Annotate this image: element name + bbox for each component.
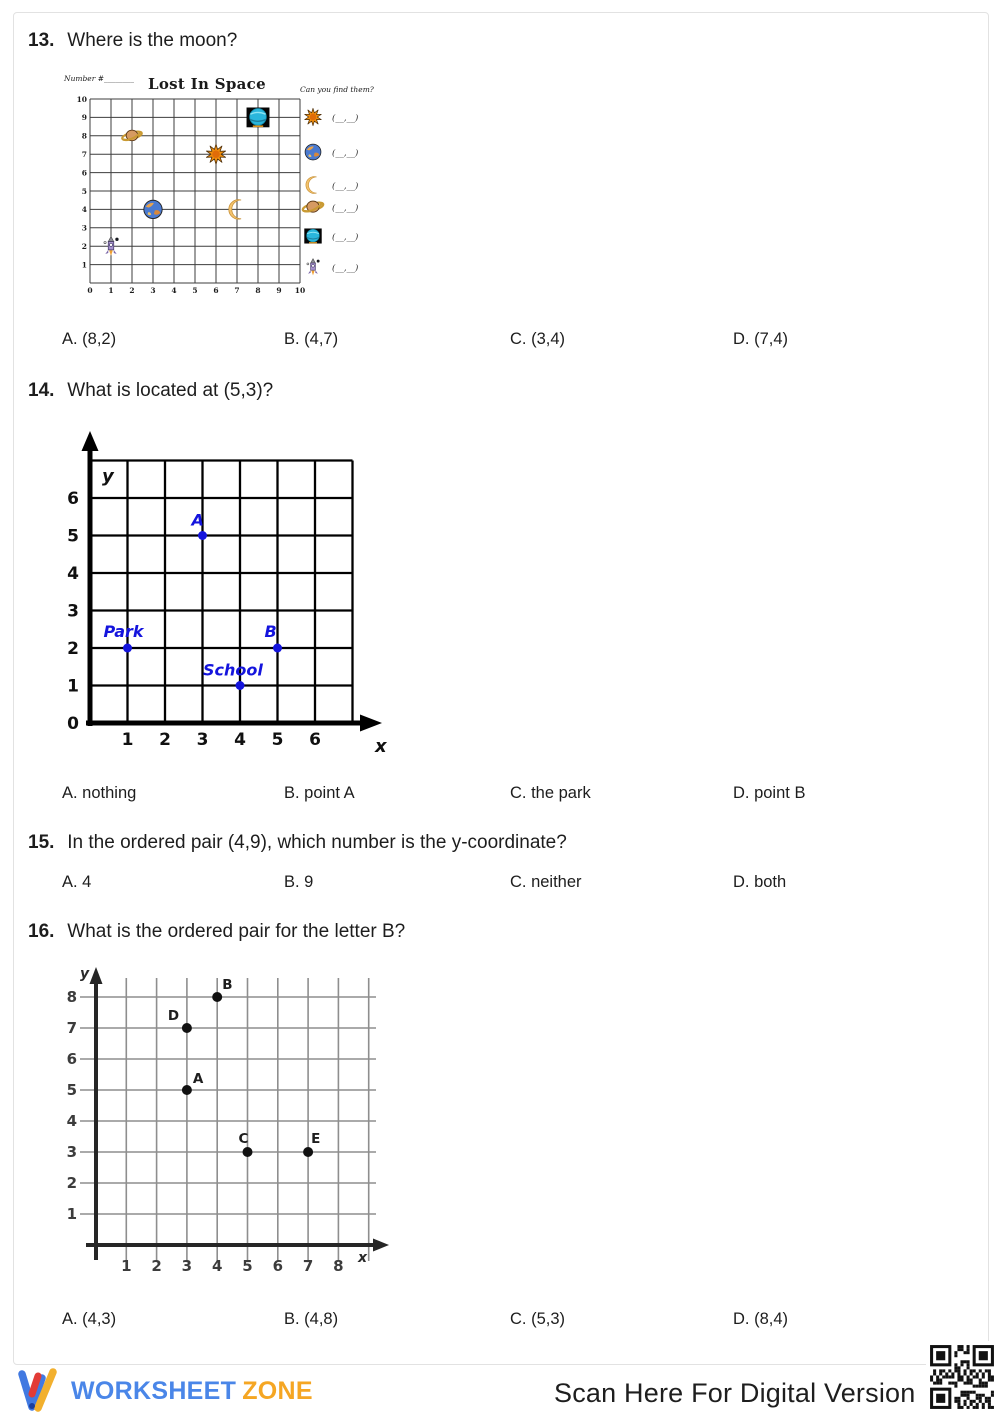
svg-text:D: D — [167, 1008, 180, 1024]
question-15-option-c: C. neither — [510, 873, 582, 891]
svg-text:1: 1 — [108, 286, 114, 295]
figure-title: Lost In Space — [148, 75, 266, 93]
svg-text:B: B — [264, 622, 277, 641]
svg-text:6: 6 — [309, 730, 321, 750]
svg-text:2: 2 — [151, 1257, 162, 1275]
svg-text:3: 3 — [66, 1143, 77, 1161]
svg-text:x: x — [358, 1250, 368, 1266]
svg-text:A: A — [191, 510, 204, 530]
svg-text:10: 10 — [76, 94, 87, 104]
figure-number-blank: Number #________ — [64, 74, 134, 83]
svg-text:0: 0 — [67, 714, 79, 734]
question-14-option-d: D. point B — [733, 784, 806, 802]
svg-text:6: 6 — [272, 1257, 284, 1275]
svg-text:3: 3 — [181, 1257, 193, 1275]
svg-text:5: 5 — [242, 1257, 253, 1275]
svg-text:2: 2 — [129, 286, 135, 295]
svg-text:0: 0 — [87, 286, 93, 295]
brand-worksheet: WORKSHEET — [71, 1376, 237, 1405]
svg-text:7: 7 — [234, 286, 240, 295]
question-13-options — [0, 330, 1000, 352]
svg-text:5: 5 — [81, 186, 87, 196]
worksheetzone-logo — [16, 1366, 313, 1414]
svg-text:5: 5 — [67, 526, 79, 547]
svg-text:4: 4 — [211, 1257, 223, 1275]
svg-text:C: C — [238, 1131, 249, 1147]
svg-text:(__,__): (__,__) — [332, 148, 359, 159]
svg-text:E: E — [311, 1131, 321, 1147]
svg-text:2: 2 — [67, 639, 79, 659]
svg-text:5: 5 — [66, 1081, 77, 1099]
svg-text:2: 2 — [66, 1174, 77, 1192]
question-14-option-b: B. point A — [284, 784, 355, 802]
svg-text:1: 1 — [121, 1257, 132, 1275]
svg-text:3: 3 — [150, 286, 156, 295]
svg-text:6: 6 — [67, 489, 79, 509]
question-16-number: 16. — [28, 921, 55, 942]
svg-text:6: 6 — [81, 168, 87, 178]
question-15-option-b: B. 9 — [284, 873, 314, 891]
question-14-header — [28, 380, 273, 402]
question-13-number: 13. — [28, 30, 55, 51]
svg-text:x: x — [375, 736, 387, 757]
svg-text:5: 5 — [271, 730, 284, 750]
question-14-option-c: C. the park — [510, 784, 591, 802]
svg-text:6: 6 — [66, 1050, 77, 1068]
svg-text:3: 3 — [67, 601, 79, 622]
question-13-option-b: B. (4,7) — [284, 330, 339, 348]
brand-zone: ZONE — [242, 1376, 313, 1405]
logo-w-icon — [16, 1367, 62, 1414]
svg-text:(__,__): (__,__) — [332, 113, 359, 124]
svg-text:8: 8 — [255, 286, 261, 295]
svg-text:4: 4 — [67, 564, 79, 584]
letter-grid-figure — [58, 958, 403, 1298]
svg-text:3: 3 — [196, 730, 209, 750]
svg-text:9: 9 — [81, 113, 87, 123]
svg-text:(__,__): (__,__) — [332, 232, 359, 243]
svg-text:7: 7 — [66, 1019, 77, 1037]
svg-text:7: 7 — [302, 1257, 314, 1275]
question-14-text: What is located at (5,3)? — [67, 380, 274, 401]
svg-text:4: 4 — [171, 286, 177, 295]
svg-text:y: y — [102, 466, 114, 487]
svg-text:9: 9 — [276, 286, 282, 295]
svg-text:2: 2 — [81, 242, 87, 251]
question-13-header — [28, 30, 237, 52]
question-13-option-a: A. (8,2) — [62, 330, 117, 348]
letter-grid — [58, 958, 403, 1298]
question-16-option-a: A. (4,3) — [62, 1310, 117, 1328]
svg-text:B: B — [222, 977, 233, 993]
svg-text:8: 8 — [81, 131, 87, 141]
svg-text:3: 3 — [81, 223, 87, 233]
scan-text: Scan Here For Digital Version — [554, 1378, 916, 1408]
svg-text:6: 6 — [213, 286, 219, 295]
question-14-options — [0, 784, 1000, 806]
question-15-header — [28, 832, 567, 854]
question-13-option-d: D. (7,4) — [733, 330, 789, 348]
lost-in-space-grid — [60, 72, 372, 312]
svg-text:2: 2 — [159, 730, 171, 750]
svg-text:4: 4 — [66, 1112, 77, 1130]
question-16-header — [28, 921, 405, 943]
question-16-option-c: C. (5,3) — [510, 1310, 566, 1328]
svg-text:1: 1 — [81, 260, 87, 270]
question-15-option-d: D. both — [733, 873, 787, 891]
question-16-option-d: D. (8,4) — [733, 1310, 789, 1328]
svg-text:y: y — [80, 966, 90, 982]
svg-text:Park: Park — [103, 622, 144, 641]
question-16-text: What is the ordered pair for the letter B? — [67, 921, 406, 942]
svg-text:School: School — [203, 660, 263, 680]
svg-text:(__,__): (__,__) — [332, 203, 359, 214]
question-15-option-a: A. 4 — [62, 873, 92, 891]
question-13-option-c: C. (3,4) — [510, 330, 566, 348]
question-14-option-a: A. nothing — [62, 784, 137, 802]
svg-text:1: 1 — [121, 730, 134, 750]
svg-text:A: A — [192, 1071, 204, 1087]
svg-text:10: 10 — [294, 286, 306, 295]
svg-text:(__,__): (__,__) — [332, 263, 359, 274]
svg-text:5: 5 — [192, 286, 198, 295]
question-16-option-b: B. (4,8) — [284, 1310, 339, 1328]
svg-text:1: 1 — [67, 676, 79, 697]
question-15-text: In the ordered pair (4,9), which number is the y-coordinate? — [67, 832, 567, 853]
question-15-number: 15. — [28, 832, 55, 853]
question-14-number: 14. — [28, 380, 55, 401]
svg-text:(__,__): (__,__) — [332, 181, 359, 192]
question-15-options — [0, 873, 1000, 895]
park-school-grid — [55, 425, 390, 760]
svg-text:7: 7 — [81, 150, 87, 159]
svg-text:4: 4 — [81, 205, 87, 215]
park-school-figure — [55, 425, 390, 760]
svg-text:8: 8 — [333, 1257, 344, 1275]
svg-text:4: 4 — [234, 730, 246, 750]
qr-code — [926, 1341, 998, 1413]
legend-title: Can you find them? — [300, 85, 374, 94]
question-13-text: Where is the moon? — [67, 30, 238, 51]
svg-text:1: 1 — [66, 1205, 77, 1223]
svg-text:8: 8 — [66, 988, 77, 1006]
lost-in-space-figure — [60, 72, 372, 312]
question-16-options — [0, 1310, 1000, 1332]
